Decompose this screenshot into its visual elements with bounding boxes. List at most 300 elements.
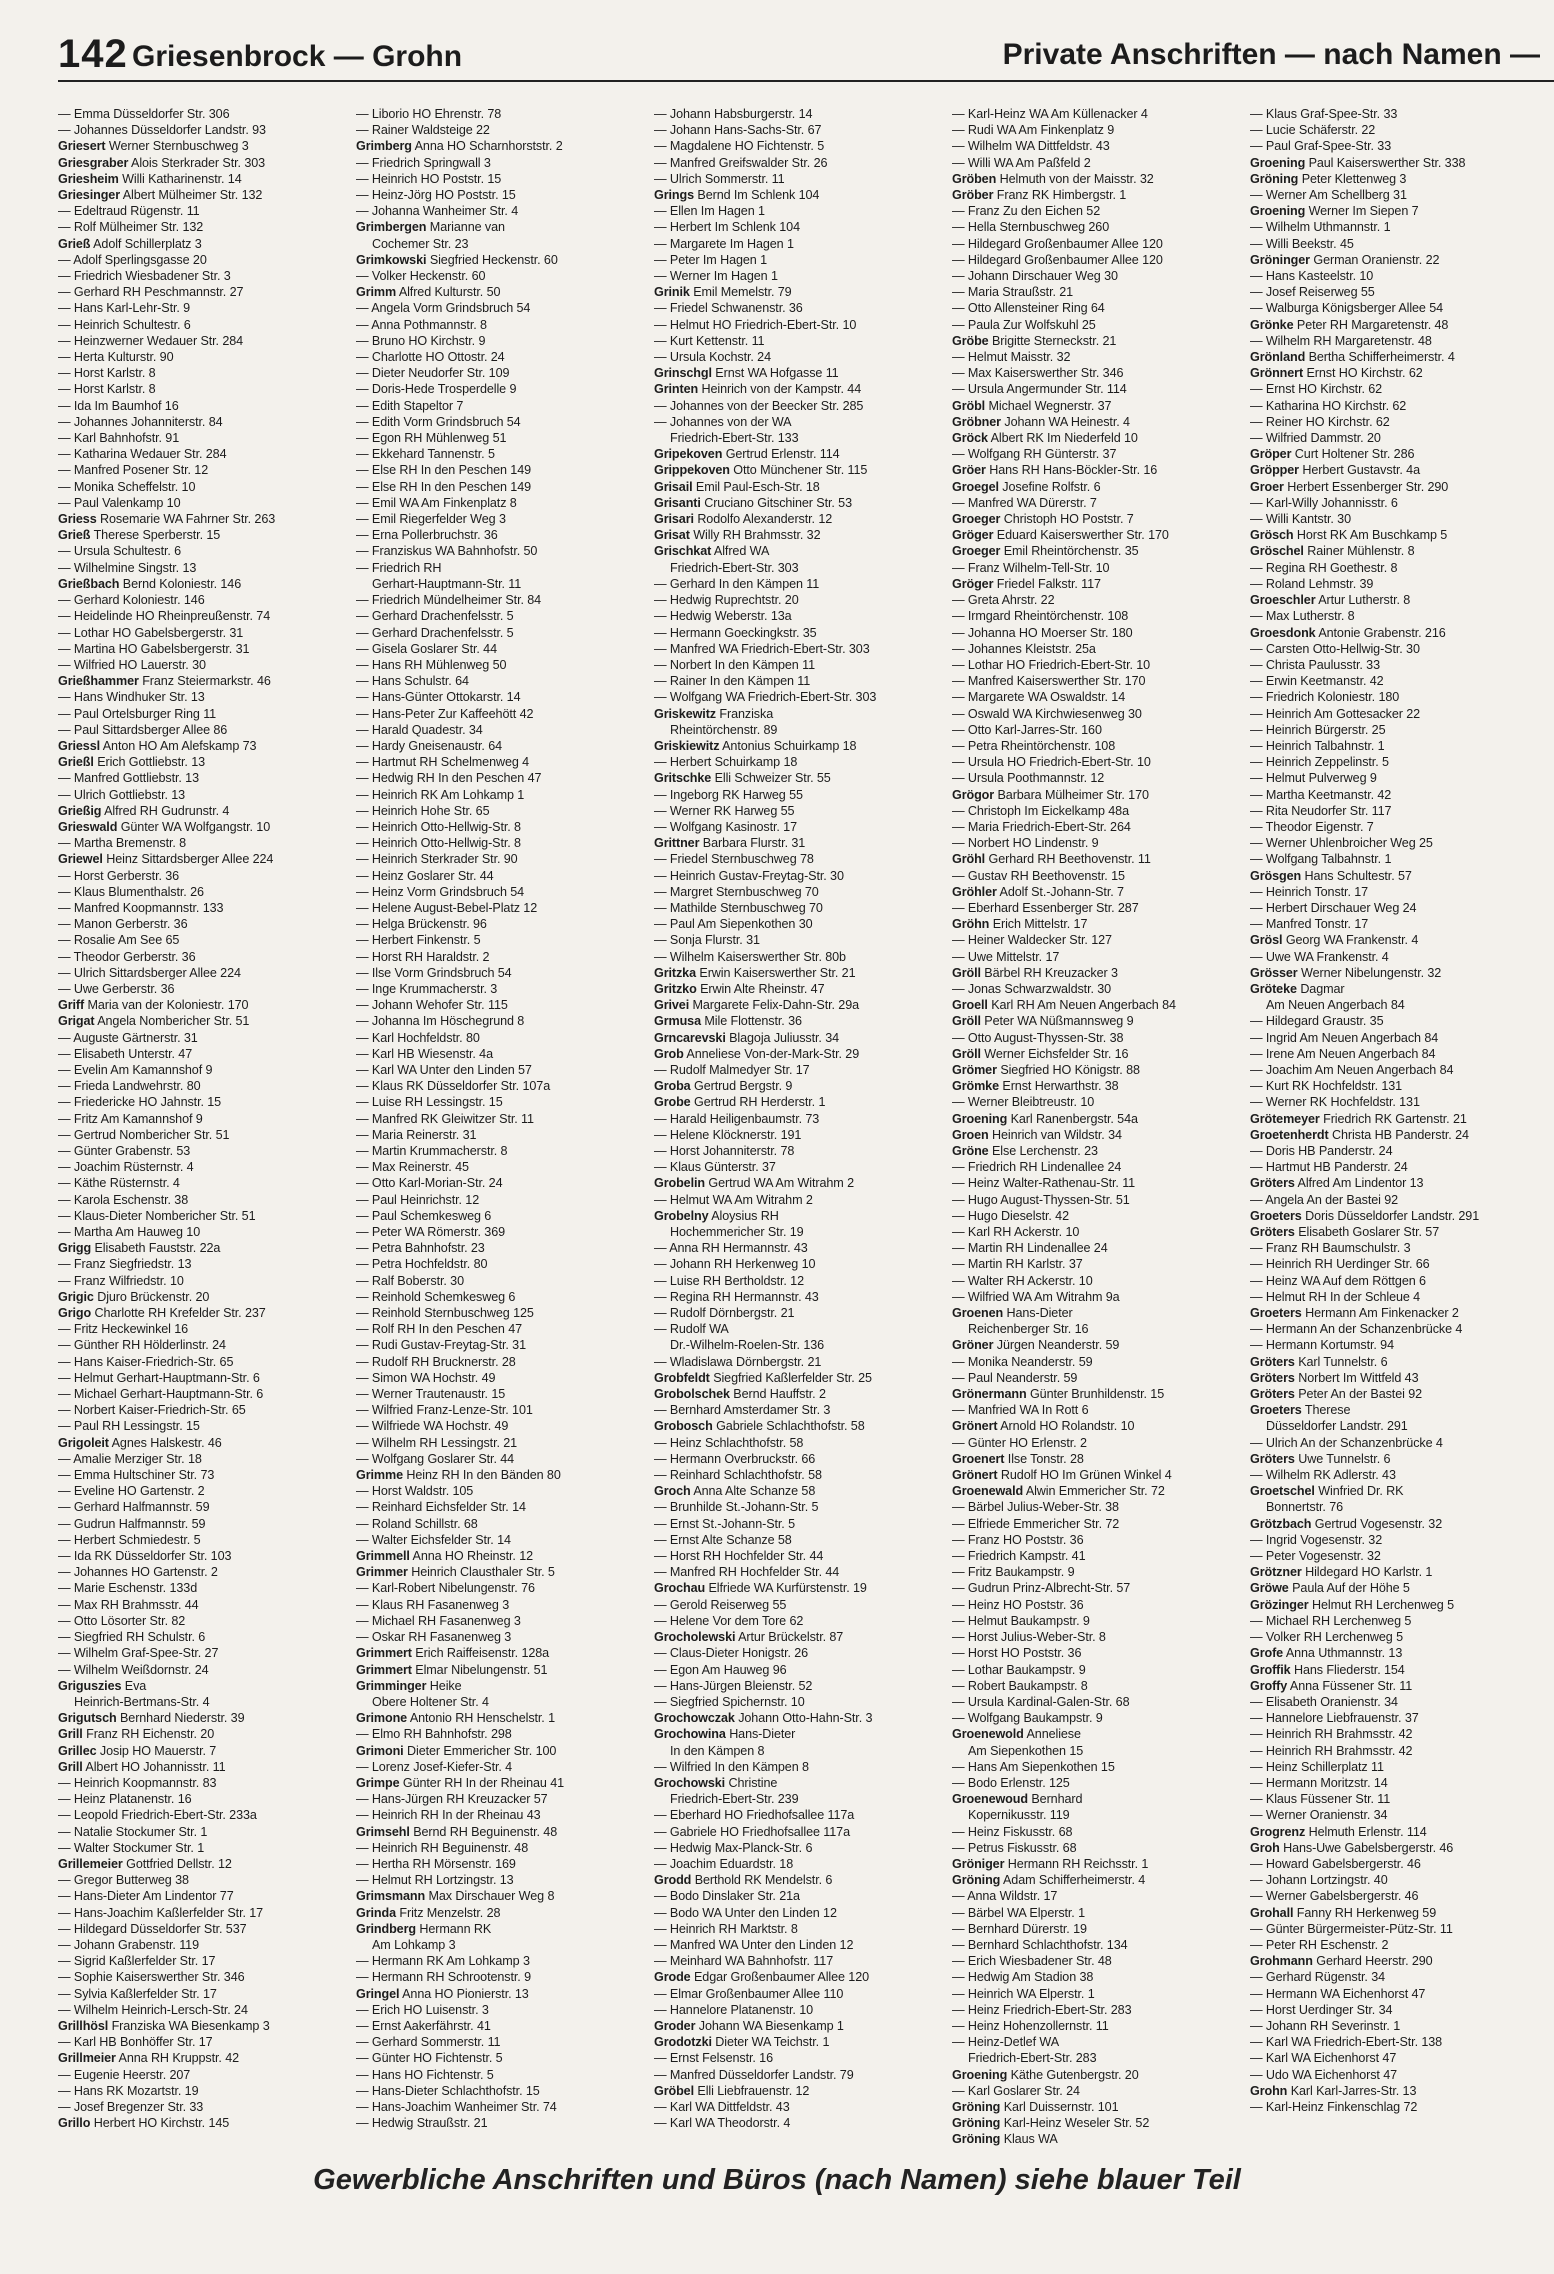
- directory-entry: [356, 511, 644, 527]
- entry-text: Horst RK Am Buschkamp 5: [1296, 528, 1448, 543]
- entry-text: — Herbert Finkenstr. 5: [356, 933, 481, 948]
- directory-entry: [356, 122, 644, 138]
- entry-surname: Gröhn: [952, 917, 990, 932]
- entry-text: — Reinhard Eichsfelder Str. 14: [356, 1500, 526, 1515]
- directory-entry: [1250, 738, 1538, 754]
- entry-surname: Groer: [1250, 479, 1284, 494]
- directory-entry: [356, 2002, 644, 2018]
- directory-entry: [58, 1451, 346, 1467]
- directory-entry: [952, 1759, 1240, 1775]
- directory-entry: [356, 495, 644, 511]
- directory-entry: [654, 284, 942, 300]
- entry-text: Bernd RH Beguinenstr. 48: [413, 1824, 558, 1839]
- entry-text: — Ursula Kardinal-Galen-Str. 68: [952, 1694, 1130, 1709]
- directory-entry: [1250, 284, 1538, 300]
- directory-entry: [58, 754, 346, 770]
- directory-entry: [952, 171, 1240, 187]
- entry-text: — Else RH In den Peschen 149: [356, 479, 532, 494]
- directory-entry: [654, 1872, 942, 1888]
- entry-text: — Rolf RH In den Peschen 47: [356, 1322, 523, 1337]
- directory-entry: [952, 1969, 1240, 1985]
- entry-text: — Werner Am Schellberg 31: [1250, 188, 1407, 203]
- directory-entry: [58, 203, 346, 219]
- entry-text: — Hedwig Weberstr. 13a: [654, 609, 792, 624]
- directory-entry: [952, 1516, 1240, 1532]
- entry-surname: Grieswald: [58, 819, 118, 834]
- directory-entry: [356, 1548, 644, 1564]
- directory-entry: [952, 1694, 1240, 1710]
- entry-text: — Meinhard WA Bahnhofstr. 117: [654, 1954, 834, 1969]
- entry-text: — Franz Siegfriedstr. 13: [58, 1257, 192, 1272]
- entry-text: — Wilhelm RH Lessingstr. 21: [356, 1435, 518, 1450]
- entry-text: — Karl-Willy Johannisstr. 6: [1250, 495, 1398, 510]
- directory-entry: [952, 1775, 1240, 1791]
- entry-text: — Wolfgang Goslarer Str. 44: [356, 1451, 515, 1466]
- directory-entry: [654, 1467, 942, 1483]
- directory-entry: [1250, 446, 1538, 462]
- entry-text: — Evelin Am Kamannshof 9: [58, 1062, 213, 1077]
- entry-text: — Hans-Dieter Am Lindentor 77: [58, 1889, 234, 1904]
- entry-text: Jürgen Neanderstr. 59: [996, 1338, 1120, 1353]
- directory-entry: [58, 1597, 346, 1613]
- entry-text: — Irmgard Rheintörchenstr. 108: [952, 609, 1129, 624]
- directory-entry: [356, 722, 644, 738]
- entry-text: — Werner RK Harweg 55: [654, 803, 795, 818]
- entry-text: Obere Holtener Str. 4: [372, 1694, 489, 1709]
- entry-text: Josip HO Mauerstr. 7: [99, 1743, 217, 1758]
- entry-text: Peter RH Margaretenstr. 48: [1296, 317, 1449, 332]
- directory-entry: [356, 1224, 644, 1240]
- entry-text: — Günter Grabenstr. 53: [58, 1144, 191, 1158]
- directory-entry: [356, 381, 644, 397]
- entry-text: — Roland Lehmstr. 39: [1250, 576, 1374, 591]
- directory-entry: [952, 2034, 1240, 2050]
- entry-surname: Grimpe: [356, 1775, 400, 1790]
- entry-surname: Gröning: [952, 1873, 1001, 1888]
- directory-entry: [356, 479, 644, 495]
- entry-text: Cochemer Str. 23: [372, 236, 469, 251]
- entry-text: — Bodo WA Unter den Linden 12: [654, 1905, 837, 1920]
- entry-text: — Lorenz Josef-Kiefer-Str. 4: [356, 1759, 513, 1774]
- directory-entry: [58, 657, 346, 673]
- entry-text: — Manfried WA In Rott 6: [952, 1403, 1089, 1418]
- directory-entry: [356, 1046, 644, 1062]
- entry-text: Albert HO Johannisstr. 11: [85, 1759, 226, 1774]
- entry-text: — Heinrich Gustav-Freytag-Str. 30: [654, 868, 844, 883]
- directory-entry: [356, 673, 644, 689]
- entry-text: — Hans-Joachim Kaßlerfelder Str. 17: [58, 1905, 264, 1920]
- directory-entry: [1250, 835, 1538, 851]
- directory-entry: [654, 689, 942, 705]
- entry-text: Norbert Im Wittfeld 43: [1298, 1370, 1419, 1385]
- directory-entry: [1250, 1678, 1538, 1694]
- entry-text: Johann WA Biesenkamp 1: [698, 2018, 844, 2033]
- entry-text: — Klaus RH Fasanenweg 3: [356, 1597, 510, 1612]
- directory-entry: [952, 1354, 1240, 1370]
- directory-entry: [952, 2002, 1240, 2018]
- entry-text: Dagmar: [1300, 981, 1345, 996]
- entry-text: — Rudolf Dörnbergstr. 21: [654, 1306, 795, 1321]
- entry-text: — Petra Rheintörchenstr. 108: [952, 738, 1116, 753]
- entry-surname: Gritschke: [654, 771, 712, 786]
- directory-entry: [1250, 1094, 1538, 1110]
- entry-text: Anna Füssener Str. 11: [1289, 1678, 1413, 1693]
- directory-entry: [1250, 2050, 1538, 2066]
- entry-text: — Wilhelm Graf-Spee-Str. 27: [58, 1646, 219, 1661]
- directory-entry: [58, 462, 346, 478]
- directory-column-4: [952, 106, 1240, 2146]
- directory-entry: [58, 2099, 346, 2115]
- entry-text: Gerhard RH Beethovenstr. 11: [988, 852, 1151, 867]
- entry-surname: Groegel: [952, 479, 999, 494]
- directory-entry: [654, 495, 942, 511]
- entry-text: — Helmut RH Lortzingstr. 13: [356, 1873, 514, 1888]
- entry-text: — Wilhelm Weißdornstr. 24: [58, 1662, 209, 1677]
- directory-entry: [1250, 414, 1538, 430]
- entry-text: — Wilhelmine Singstr. 13: [58, 560, 197, 575]
- entry-text: — Gerhard Rügenstr. 34: [1250, 1970, 1386, 1985]
- directory-entry: [356, 1824, 644, 1840]
- directory-entry: [1250, 1370, 1538, 1386]
- entry-text: — Max Kaiserswerther Str. 346: [952, 366, 1124, 381]
- entry-text: Christa HB Panderstr. 24: [1331, 1127, 1469, 1142]
- entry-text: Elfriede WA Kurfürstenstr. 19: [708, 1581, 867, 1596]
- directory-entry: [654, 2050, 942, 2066]
- entry-text: — Erich Wiesbadener Str. 48: [952, 1954, 1112, 1969]
- entry-text: — Simon WA Hochstr. 49: [356, 1370, 496, 1385]
- entry-text: — Gregor Butterweg 38: [58, 1873, 189, 1888]
- entry-surname: Grobe: [654, 1095, 691, 1110]
- directory-entry: [654, 1175, 942, 1191]
- directory-entry: [356, 300, 644, 316]
- directory-entry: [952, 543, 1240, 559]
- directory-entry: [1250, 1483, 1538, 1499]
- entry-text: Doris Düsseldorfer Landstr. 291: [1305, 1208, 1480, 1223]
- entry-text: — Hartmut HB Panderstr. 24: [1250, 1160, 1408, 1175]
- directory-entry: [952, 317, 1240, 333]
- directory-entry: [654, 333, 942, 349]
- entry-surname: Groeters: [1250, 1403, 1302, 1418]
- entry-text: — Manfred Düsseldorfer Landstr. 79: [654, 2067, 854, 2082]
- entry-text: Karl Duissernstr. 101: [1003, 2099, 1119, 2114]
- entry-text: Peter An der Bastei 92: [1298, 1387, 1423, 1402]
- entry-text: — Heinz Goslarer Str. 44: [356, 868, 494, 883]
- directory-entry: [654, 1208, 942, 1224]
- directory-entry: [952, 1888, 1240, 1904]
- entry-text: — Ursula Kochstr. 24: [654, 350, 771, 365]
- entry-text: — Käthe Rüsternstr. 4: [58, 1176, 180, 1191]
- directory-entry: [654, 1273, 942, 1289]
- directory-entry: [654, 965, 942, 981]
- directory-entry: [1250, 1435, 1538, 1451]
- directory-entry: [356, 835, 644, 851]
- entry-text: — Helmut WA Am Witrahm 2: [654, 1192, 813, 1207]
- directory-entry: [356, 236, 644, 252]
- directory-entry: [1250, 1030, 1538, 1046]
- directory-entry: [356, 138, 644, 154]
- directory-entry: [58, 1159, 346, 1175]
- entry-text: — Magdalene HO Fichtenstr. 5: [654, 139, 825, 154]
- entry-text: Djuro Brückenstr. 20: [97, 1289, 210, 1304]
- entry-text: — Adolf Sperlingsgasse 20: [58, 252, 207, 267]
- entry-text: — Rudolf WA: [654, 1322, 729, 1337]
- entry-text: Emil Rheintörchenstr. 35: [1003, 544, 1139, 559]
- directory-entry: [654, 1094, 942, 1110]
- entry-text: — Ulrich Sommerstr. 11: [654, 171, 785, 186]
- entry-surname: Grigutsch: [58, 1711, 117, 1726]
- entry-text: — Uwe Mittelstr. 17: [952, 949, 1060, 964]
- directory-entry: [58, 398, 346, 414]
- directory-entry: [654, 1418, 942, 1434]
- directory-entry: [654, 398, 942, 414]
- directory-entry: [1250, 349, 1538, 365]
- entry-text: — Udo WA Eichenhorst 47: [1250, 2067, 1398, 2082]
- entry-text: — Gerhard Halfmannstr. 59: [58, 1500, 210, 1515]
- entry-text: — Johann Wehofer Str. 115: [356, 998, 508, 1013]
- entry-surname: Grobosch: [654, 1419, 713, 1434]
- entry-text: Gerhart-Hauptmann-Str. 11: [372, 576, 522, 591]
- directory-entry: [356, 592, 644, 608]
- entry-text: Heinrich van Wildstr. 34: [992, 1127, 1122, 1142]
- directory-entry: [356, 1791, 644, 1807]
- entry-surname: Groenewoud: [952, 1792, 1028, 1807]
- entry-text: — Wilhelm WA Dittfeldstr. 43: [952, 139, 1110, 154]
- entry-text: — Ingeborg RK Harweg 55: [654, 787, 803, 802]
- directory-entry: [356, 1467, 644, 1483]
- entry-text: — Michael RH Lerchenweg 5: [1250, 1613, 1412, 1628]
- entry-surname: Gröer: [952, 463, 986, 478]
- directory-entry: [952, 1175, 1240, 1191]
- directory-entry: [356, 317, 644, 333]
- entry-surname: Grob: [654, 1046, 684, 1061]
- directory-entry: [952, 479, 1240, 495]
- directory-entry: [58, 138, 346, 154]
- directory-entry: [58, 900, 346, 916]
- entry-surname: Grigat: [58, 1014, 95, 1029]
- directory-entry: [356, 1759, 644, 1775]
- entry-text: — Franz Zu den Eichen 52: [952, 204, 1101, 219]
- directory-entry: [654, 1824, 942, 1840]
- directory-entry: [654, 1386, 942, 1402]
- entry-text: — Monika Scheffelstr. 10: [58, 479, 196, 494]
- directory-entry: [356, 2115, 644, 2131]
- entry-text: In den Kämpen 8: [670, 1743, 765, 1758]
- entry-text: — Rosalie Am See 65: [58, 933, 180, 948]
- entry-text: — Luise RH Lessingstr. 15: [356, 1095, 503, 1110]
- entry-text: Franziska: [719, 706, 774, 721]
- entry-text: — Gustav RH Beethovenstr. 15: [952, 868, 1125, 883]
- entry-text: — Kurt Kettenstr. 11: [654, 333, 765, 348]
- directory-entry: [952, 1726, 1240, 1742]
- directory-entry: [952, 398, 1240, 414]
- directory-entry: [952, 1370, 1240, 1386]
- entry-text: — Helmut Gerhart-Hauptmann-Str. 6: [58, 1370, 260, 1385]
- entry-text: — Manfred RH Hochfelder Str. 44: [654, 1565, 840, 1580]
- directory-entry: [654, 1078, 942, 1094]
- directory-entry: [654, 2115, 942, 2131]
- entry-text: — Manfred Koopmannstr. 133: [58, 900, 224, 915]
- directory-entry: [1250, 1013, 1538, 1029]
- entry-text: — Hedwig Max-Planck-Str. 6: [654, 1840, 813, 1855]
- directory-entry: [654, 576, 942, 592]
- entry-text: Siegfried Heckenstr. 60: [429, 252, 558, 267]
- directory-entry: [58, 236, 346, 252]
- directory-entry: [356, 414, 644, 430]
- directory-entry: [654, 1759, 942, 1775]
- directory-entry: [952, 835, 1240, 851]
- entry-text: — Wolfgang Talbahnstr. 1: [1250, 852, 1392, 867]
- entry-text: Hochemmericher Str. 19: [670, 1225, 804, 1240]
- entry-text: — Erich HO Luisenstr. 3: [356, 2002, 489, 2017]
- directory-entry: [1250, 787, 1538, 803]
- entry-text: — Horst Julius-Weber-Str. 8: [952, 1630, 1106, 1645]
- entry-text: — Michael RH Fasanenweg 3: [356, 1613, 521, 1628]
- directory-entry: [58, 1273, 346, 1289]
- entry-text: Maria van der Koloniestr. 170: [87, 998, 249, 1013]
- directory-entry: [58, 268, 346, 284]
- directory-entry: [952, 1532, 1240, 1548]
- entry-text: Elisabeth Goslarer Str. 57: [1298, 1225, 1440, 1240]
- entry-text: — Karl-Robert Nibelungenstr. 76: [356, 1581, 535, 1596]
- entry-text: Am Lohkamp 3: [372, 1937, 456, 1952]
- entry-surname: Grimkowski: [356, 252, 427, 267]
- directory-entry: [356, 1775, 644, 1791]
- entry-text: — Egon RH Mühlenweg 51: [356, 431, 507, 446]
- entry-surname: Grivei: [654, 998, 690, 1013]
- directory-entry: [356, 1418, 644, 1434]
- entry-text: — Uwe WA Frankenstr. 4: [1250, 949, 1389, 964]
- directory-entry: [356, 1451, 644, 1467]
- directory-entry: [952, 1645, 1240, 1661]
- entry-surname: Grießhammer: [58, 674, 139, 689]
- entry-surname: Griskewitz: [654, 706, 716, 721]
- directory-entry: [952, 706, 1240, 722]
- directory-entry: [356, 1289, 644, 1305]
- directory-entry: [654, 868, 942, 884]
- entry-surname: Griessl: [58, 738, 101, 753]
- entry-text: — Ursula HO Friedrich-Ebert-Str. 10: [952, 755, 1151, 770]
- directory-entry: [58, 300, 346, 316]
- entry-text: Antonio RH Henschelstr. 1: [409, 1711, 556, 1726]
- entry-text: — Norbert HO Lindenstr. 9: [952, 836, 1099, 851]
- directory-entry: [1250, 706, 1538, 722]
- directory-entry: [952, 1953, 1240, 1969]
- entry-text: Gertrud WA Am Witrahm 2: [708, 1176, 854, 1191]
- directory-entry: [356, 1856, 644, 1872]
- entry-text: — Elisabeth Oranienstr. 34: [1250, 1694, 1398, 1709]
- directory-entry: [1250, 803, 1538, 819]
- entry-surname: Groening: [1250, 204, 1306, 219]
- section-title: Private Anschriften — nach Namen —: [1002, 38, 1540, 71]
- directory-entry: [654, 1402, 942, 1418]
- entry-text: — Sonja Flurstr. 31: [654, 933, 760, 948]
- directory-entry: [952, 2018, 1240, 2034]
- entry-text: Heinz RH In den Bänden 80: [406, 1468, 561, 1483]
- directory-entry: [58, 884, 346, 900]
- directory-entry: [1250, 1159, 1538, 1175]
- directory-entry: [1250, 2018, 1538, 2034]
- directory-entry: [1250, 1499, 1538, 1515]
- entry-text: — Martin RH Karlstr. 37: [952, 1257, 1083, 1272]
- entry-text: — Ellen Im Hagen 1: [654, 204, 765, 219]
- entry-text: Erich Gottliebstr. 13: [97, 755, 205, 770]
- directory-entry: [58, 997, 346, 1013]
- entry-text: Günter RH In der Rheinau 41: [402, 1775, 565, 1790]
- directory-entry: [952, 819, 1240, 835]
- directory-entry: [654, 138, 942, 154]
- directory-entry: [356, 1483, 644, 1499]
- entry-surname: Groenewold: [952, 1727, 1024, 1742]
- entry-surname: Groening: [1250, 155, 1306, 170]
- directory-entry: [58, 495, 346, 511]
- entry-text: — Klaus-Dieter Nombericher Str. 51: [58, 1208, 256, 1223]
- entry-surname: Grimmert: [356, 1662, 412, 1677]
- directory-entry: [654, 1305, 942, 1321]
- entry-text: Charlotte RH Krefelder Str. 237: [94, 1306, 266, 1321]
- entry-text: — Heinrich Koopmannstr. 83: [58, 1775, 217, 1790]
- entry-text: — Angela An der Bastei 92: [1250, 1192, 1399, 1207]
- directory-entry: [1250, 495, 1538, 511]
- entry-text: Herbert Essenberger Str. 290: [1287, 479, 1449, 494]
- directory-entry: [356, 155, 644, 171]
- entry-text: — Heinrich Talbahnstr. 1: [1250, 738, 1385, 753]
- entry-surname: Grimmer: [356, 1565, 408, 1580]
- entry-text: — Bernhard Schlachthofstr. 134: [952, 1937, 1128, 1952]
- directory-entry: [356, 106, 644, 122]
- directory-entry: [1250, 949, 1538, 965]
- entry-text: — Bernhard Dürerstr. 19: [952, 1921, 1087, 1936]
- entry-text: Bernhard: [1031, 1792, 1083, 1807]
- directory-entry: [58, 608, 346, 624]
- entry-text: — Paul Schemkesweg 6: [356, 1208, 492, 1223]
- directory-entry: [58, 1499, 346, 1515]
- directory-entry: [952, 1710, 1240, 1726]
- entry-text: — Gerhard Drachenfelsstr. 5: [356, 625, 514, 640]
- entry-surname: Gritzko: [654, 981, 697, 996]
- directory-entry: [654, 932, 942, 948]
- entry-text: Mile Flottenstr. 36: [704, 1014, 802, 1029]
- entry-surname: Grisat: [654, 528, 690, 543]
- directory-entry: [654, 1435, 942, 1451]
- entry-text: Werner Sternbuschweg 3: [108, 139, 249, 154]
- entry-text: — Helmut HO Friedrich-Ebert-Str. 10: [654, 317, 857, 332]
- directory-entry: [356, 1694, 644, 1710]
- entry-text: — Hans Karl-Lehr-Str. 9: [58, 301, 191, 316]
- entry-text: — Wilfriede WA Hochstr. 49: [356, 1419, 509, 1434]
- entry-text: Blagoja Juliusstr. 34: [729, 1030, 840, 1045]
- entry-text: — Hella Sternbuschweg 260: [952, 220, 1110, 235]
- directory-entry: [952, 462, 1240, 478]
- entry-text: — Heinz Schillerplatz 11: [1250, 1759, 1384, 1774]
- entry-text: — Carsten Otto-Hellwig-Str. 30: [1250, 641, 1420, 656]
- entry-text: — Wilfried In den Kämpen 8: [654, 1759, 809, 1774]
- directory-entry: [952, 122, 1240, 138]
- directory-entry: [58, 446, 346, 462]
- directory-entry: [952, 1856, 1240, 1872]
- entry-surname: Grözinger: [1250, 1597, 1309, 1612]
- directory-entry: [654, 997, 942, 1013]
- directory-entry: [1250, 511, 1538, 527]
- entry-surname: Grobelny: [654, 1208, 709, 1223]
- entry-text: Christoph HO Poststr. 7: [1003, 512, 1134, 527]
- directory-entry: [58, 592, 346, 608]
- entry-text: Alois Sterkrader Str. 303: [131, 155, 266, 170]
- entry-text: — Otto Lösorter Str. 82: [58, 1613, 186, 1628]
- directory-entry: [1250, 219, 1538, 235]
- directory-entry: [58, 932, 346, 948]
- entry-text: — Hedwig Straußstr. 21: [356, 2116, 488, 2131]
- directory-entry: [952, 1840, 1240, 1856]
